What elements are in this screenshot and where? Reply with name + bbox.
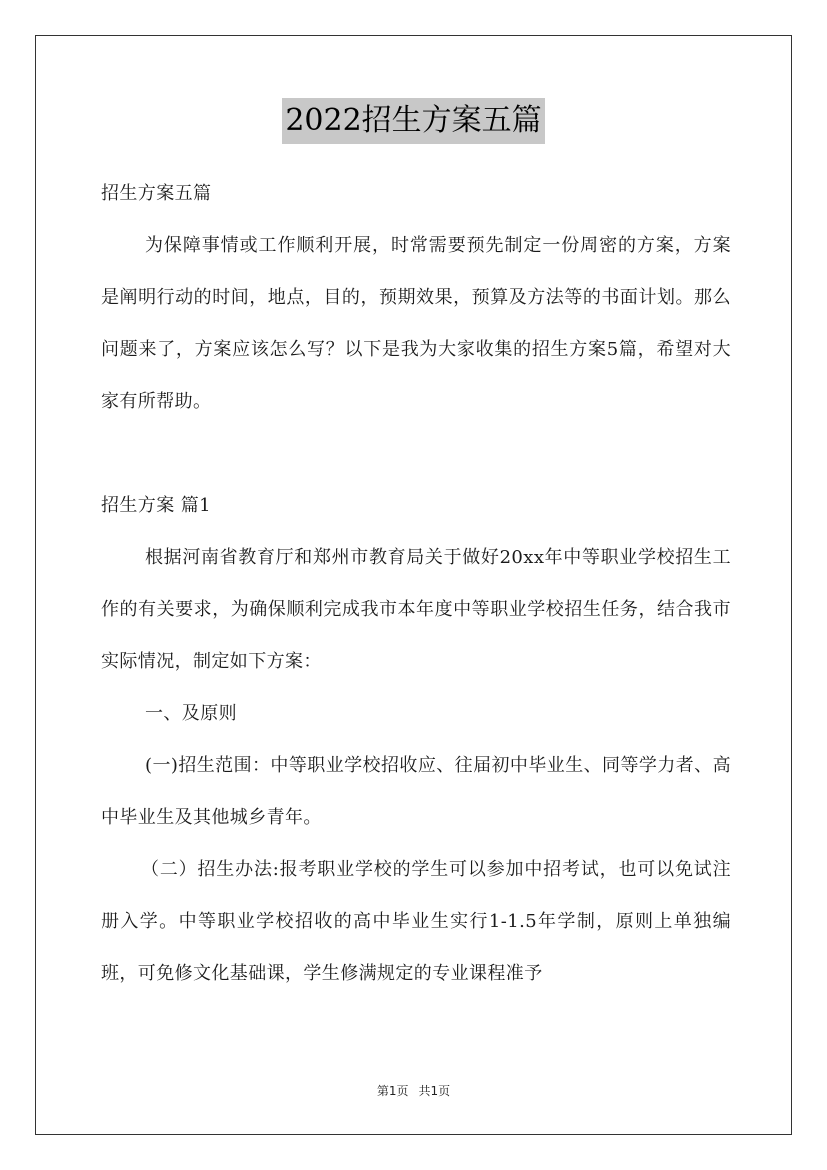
document-subtitle: 招生方案五篇 (101, 183, 212, 204)
body-paragraph: （二）招生办法:报考职业学校的学生可以参加中招考试，也可以免试注册入学。中等职业学校招收的高中毕业生实行1-1.5年学制，原则上单独编班，可免修文化基础课，学生修满规定的专业课程准予 (101, 859, 731, 984)
document-body (101, 168, 731, 1000)
paragraph-gap (101, 428, 731, 480)
intro-paragraph: 为保障事情或工作顺利开展，时常需要预先制定一份周密的方案，方案是阐明行动的时间，地点，目的，预期效果，预算及方法等的书面计划。那么问题来了，方案应该怎么写？以下是我为大家收集的招生方案5篇，希望对大家有所帮助。 (101, 235, 731, 412)
body-paragraph: (一)招生范围：中等职业学校招收应、往届初中毕业生、同等学力者、高中毕业生及其他城乡青年。 (101, 755, 731, 828)
document-title: 2022招生方案五篇 (282, 98, 544, 144)
principle-heading: 一、及原则 (145, 703, 237, 724)
body-paragraph: 根据河南省教育厅和郑州市教育局关于做好20xx年中等职业学校招生工作的有关要求，为确保顺利完成我市本年度中等职业学校招生任务，结合我市实际情况，制定如下方案： (101, 547, 731, 672)
page-footer (0, 1082, 827, 1099)
title-container (0, 98, 827, 144)
page-number: 第1页 (376, 1084, 409, 1098)
page-total: 共1页 (418, 1084, 451, 1098)
section-heading: 招生方案 篇1 (101, 495, 211, 516)
